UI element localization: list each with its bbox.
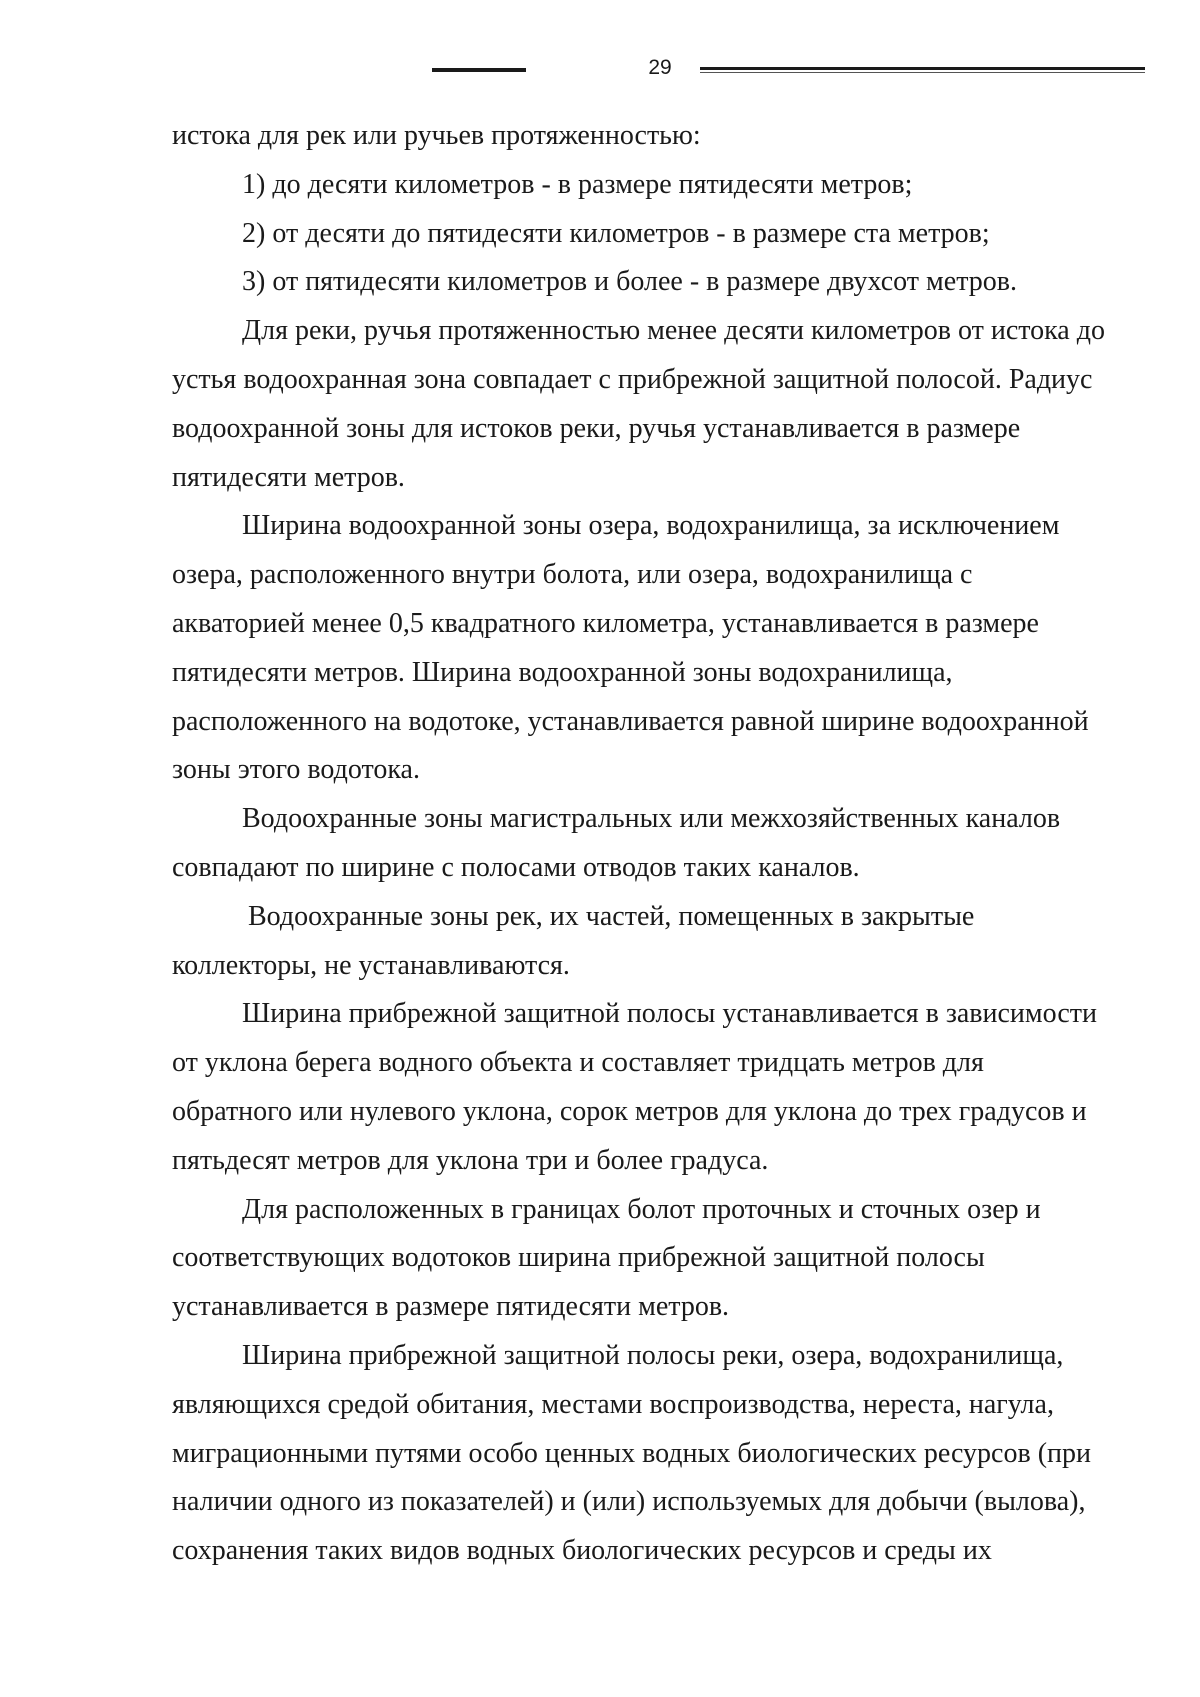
paragraph-first-line: Водоохранные зоны магистральных или межхозяйственных каналов <box>242 803 1061 835</box>
paragraph-first-line: Для расположенных в границах болот проточных и сточных озер и <box>242 1193 1041 1225</box>
paragraph-first-line: Ширина прибрежной защитной полосы устанавливается в зависимости <box>242 998 1097 1030</box>
text-line: пятидесяти метров. Ширина водоохранной зоны водохранилища, <box>172 656 953 688</box>
paragraph-first-line: Ширина прибрежной защитной полосы реки, озера, водохранилища, <box>242 1339 1064 1371</box>
text-line: устья водоохранная зона совпадает с прибрежной защитной полосой. Радиус <box>172 363 1093 395</box>
text-line: водоохранной зоны для истоков реки, ручья устанавливается в размере <box>172 412 1021 444</box>
text-line: миграционными путями особо ценных водных биологических ресурсов (при <box>172 1437 1091 1469</box>
text-line: расположенного на водотоке, устанавливается равной ширине водоохранной <box>172 705 1089 737</box>
text-line: акваторией менее 0,5 квадратного километра, устанавливается в размере <box>172 607 1039 639</box>
text-line: истока для рек или ручьев протяженностью: <box>172 120 701 151</box>
document-body <box>172 112 1127 1576</box>
text-line: сохранения таких видов водных биологических ресурсов и среды их <box>172 1535 992 1567</box>
paragraph-first-line: Для реки, ручья протяженностью менее десяти километров от истока до <box>242 315 1105 347</box>
paragraph-first-line: Водоохранные зоны рек, их частей, помещенных в закрытые <box>248 900 975 932</box>
page-number: 29 <box>648 56 672 79</box>
text-line: коллекторы, не устанавливаются. <box>172 949 570 981</box>
list-item: 2) от десяти до пятидесяти километров - в размере ста метров; <box>242 217 990 249</box>
text-line: соответствующих водотоков ширина прибрежной защитной полосы <box>172 1242 985 1274</box>
header-rule-right <box>700 67 1145 70</box>
text-line: наличии одного из показателей) и (или) используемых для добычи (вылова), <box>172 1486 1086 1518</box>
header-rule-left <box>432 68 526 72</box>
text-line: совпадают по ширине с полосами отводов таких каналов. <box>172 851 860 883</box>
text-line: являющихся средой обитания, местами воспроизводства, нереста, нагула, <box>172 1388 1054 1420</box>
list-item: 1) до десяти километров - в размере пятидесяти метров; <box>242 168 913 200</box>
page-header <box>0 0 1200 100</box>
text-line: устанавливается в размере пятидесяти метров. <box>172 1291 730 1323</box>
text-line: озера, расположенного внутри болота, или озера, водохранилища с <box>172 559 973 591</box>
text-line: зоны этого водотока. <box>172 754 420 786</box>
text-line: обратного или нулевого уклона, сорок метров для уклона до трех градусов и <box>172 1095 1087 1127</box>
text-line: от уклона берега водного объекта и составляет тридцать метров для <box>172 1047 984 1079</box>
list-item: 3) от пятидесяти километров и более - в размере двухсот метров. <box>242 266 1017 298</box>
text-line: пятидесяти метров. <box>172 461 405 493</box>
text-line: пятьдесят метров для уклона три и более градуса. <box>172 1144 769 1176</box>
paragraph-first-line: Ширина водоохранной зоны озера, водохранилища, за исключением <box>242 510 1060 542</box>
header-rule-right-thin <box>700 72 1145 73</box>
